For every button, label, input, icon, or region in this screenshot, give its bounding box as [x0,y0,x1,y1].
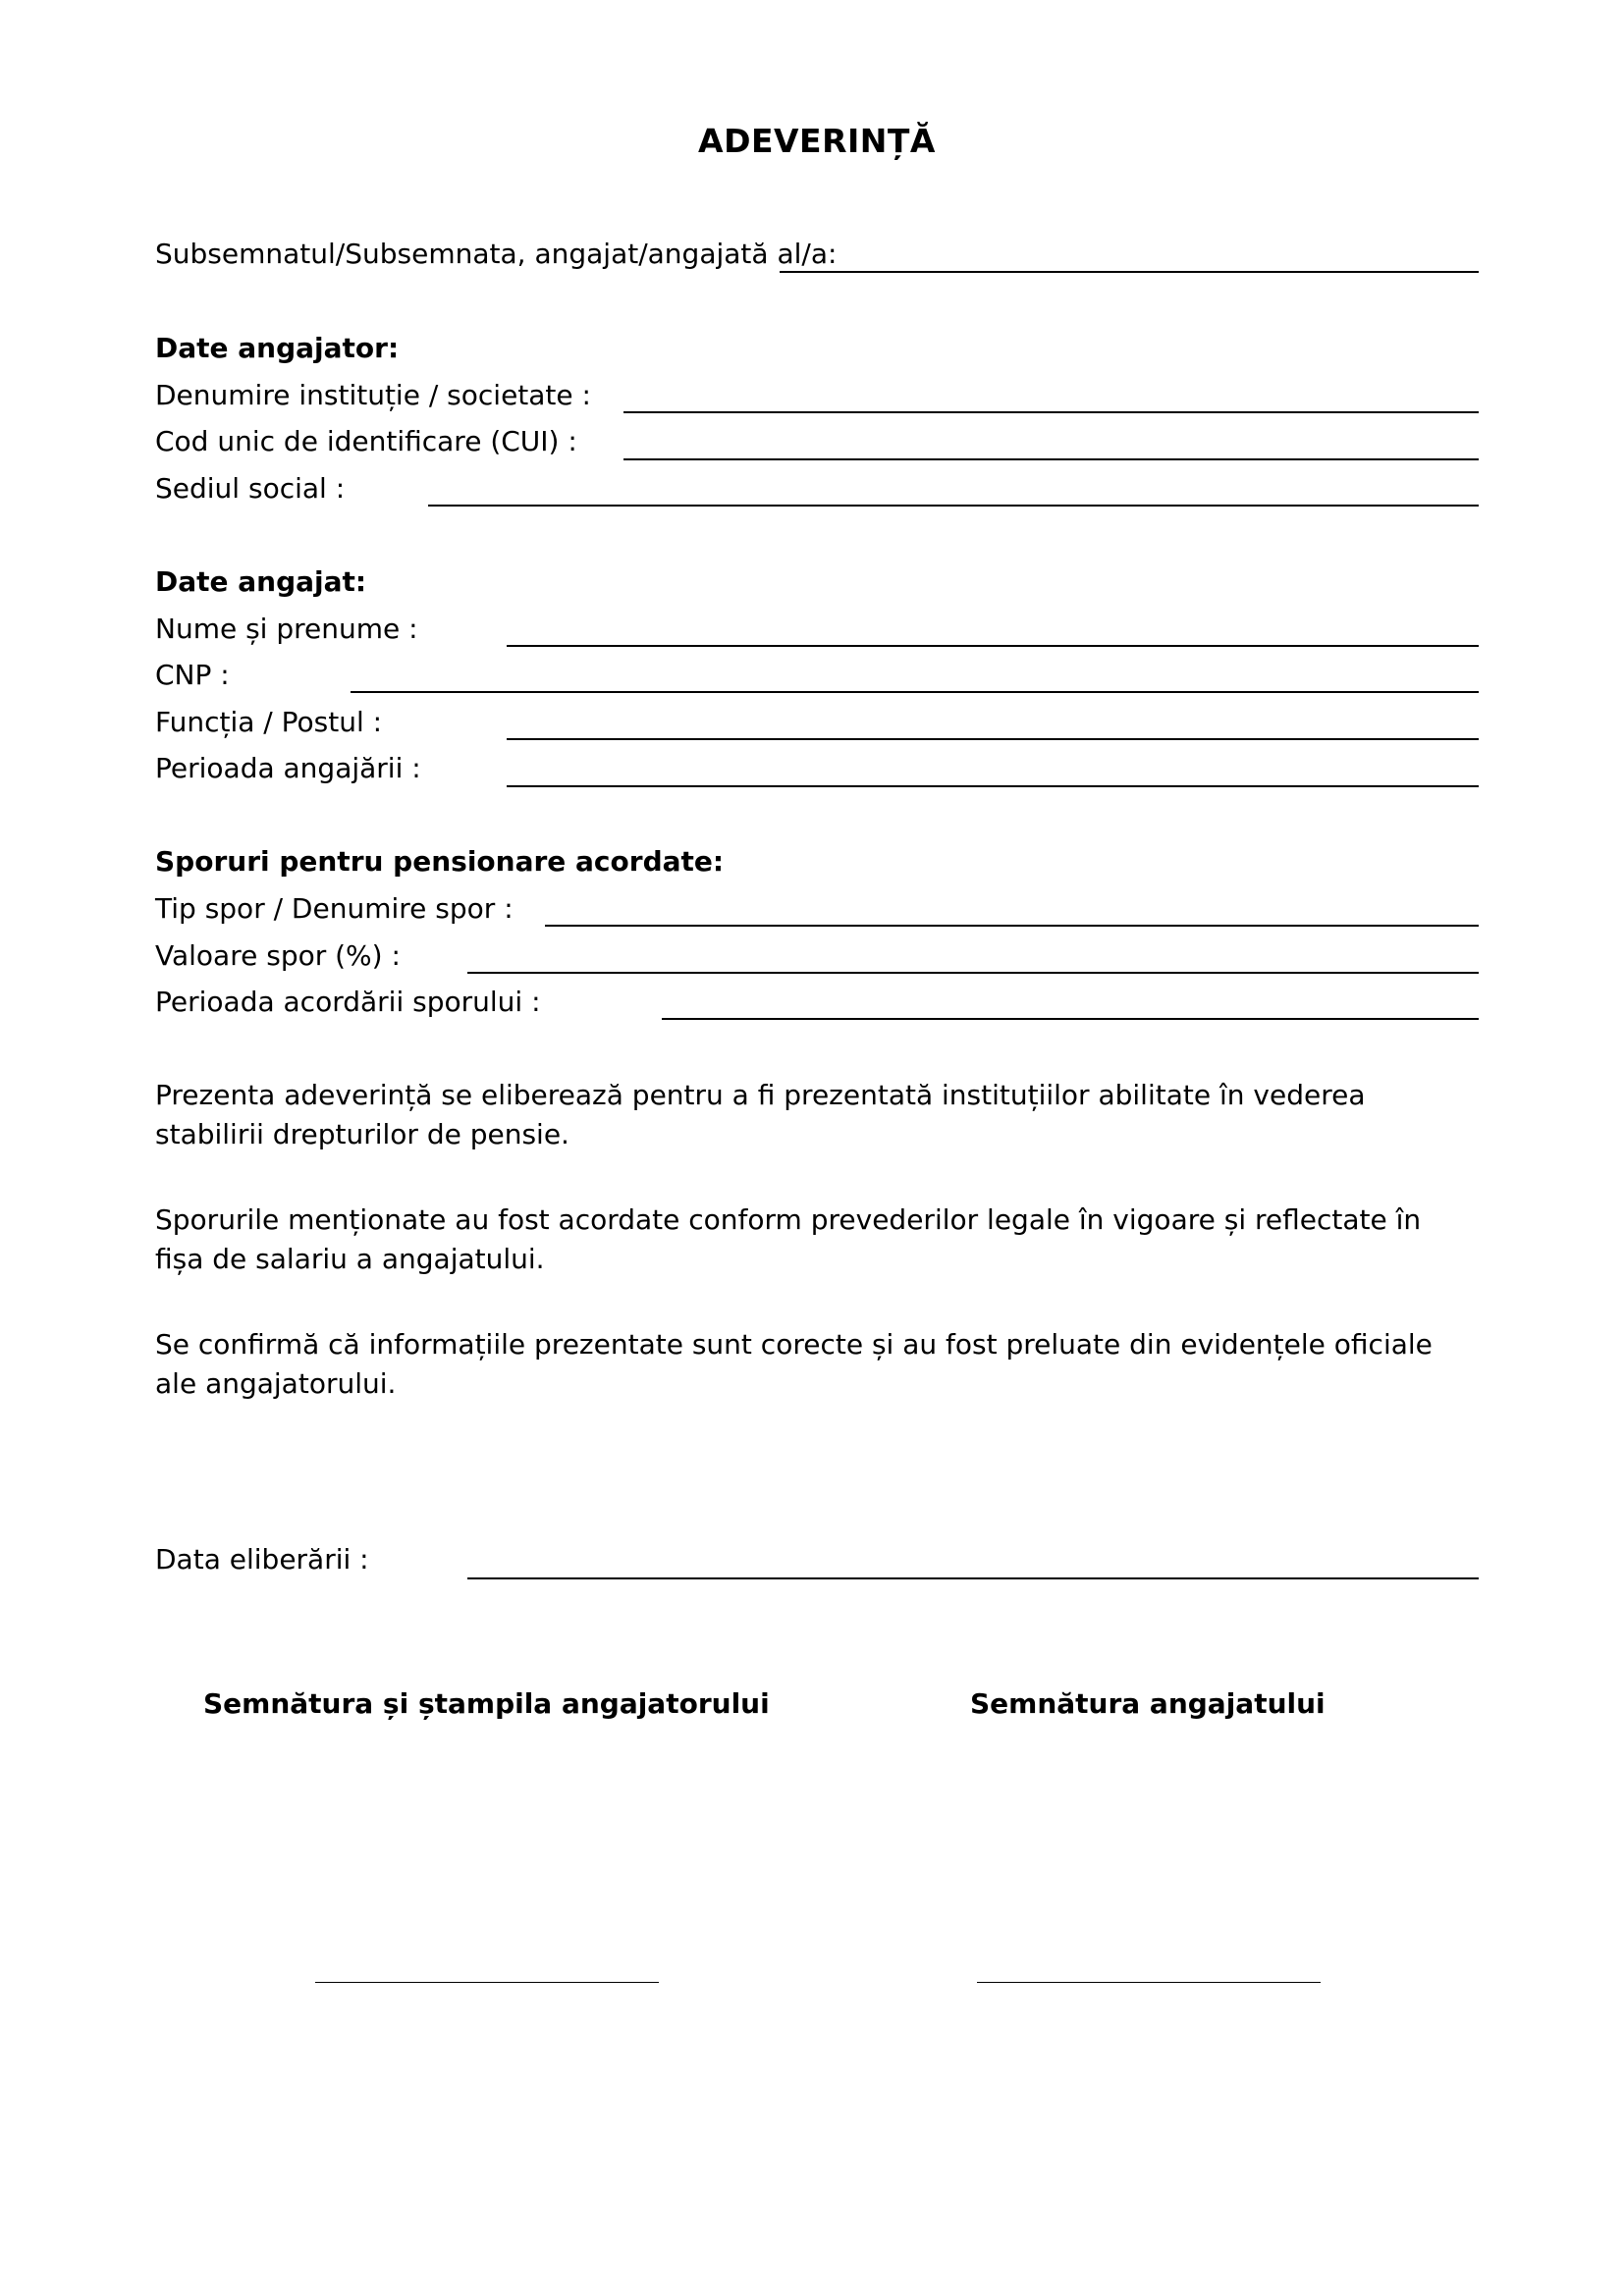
paragraph-purpose-line-1: Prezenta adeverință se eliberează pentru a fi prezentată instituțiilor abilitate în vederea [155,1079,1366,1111]
paragraph-purpose [155,1076,1490,1154]
employee-name-label: Nume și prenume : [155,613,418,645]
issue-date-label: Data eliberării : [155,1543,369,1575]
employer-signature-label: Semnătura și ștampila angajatorului [203,1687,770,1720]
employee-cnp-label: CNP : [155,659,230,691]
paragraph-confirmation-line-2: ale angajatorului. [155,1367,397,1400]
employee-cnp-fill-line[interactable] [351,691,1479,693]
employee-signature-label: Semnătura angajatului [970,1687,1326,1720]
issue-date-fill-line[interactable] [467,1577,1479,1579]
employee-signature-line[interactable] [977,1982,1321,1983]
paragraph-confirmation [155,1325,1490,1404]
employer-cui-fill-line[interactable] [623,458,1479,460]
employee-position-fill-line[interactable] [507,738,1479,740]
intro-fill-line[interactable] [780,271,1479,273]
employer-signature-line[interactable] [315,1982,659,1983]
employer-section-heading: Date angajator: [155,332,400,364]
bonus-type-label: Tip spor / Denumire spor : [155,892,514,925]
paragraph-confirmation-line-1: Se confirmă că informațiile prezentate sunt corecte și au fost preluate din evidențele oficiale [155,1328,1433,1361]
bonus-value-label: Valoare spor (%) : [155,939,401,972]
paragraph-legal-line-2: fișa de salariu a angajatului. [155,1243,545,1275]
employee-period-fill-line[interactable] [507,785,1479,787]
employer-cui-label: Cod unic de identificare (CUI) : [155,425,577,457]
paragraph-legal [155,1201,1490,1279]
employee-name-fill-line[interactable] [507,645,1479,647]
employer-name-fill-line[interactable] [623,411,1479,413]
employer-name-label: Denumire instituție / societate : [155,379,591,411]
bonus-value-fill-line[interactable] [467,972,1479,974]
employer-address-label: Sediul social : [155,472,346,505]
employee-position-label: Funcția / Postul : [155,706,383,738]
bonus-type-fill-line[interactable] [545,925,1479,927]
bonus-period-label: Perioada acordării sporului : [155,986,541,1018]
bonus-period-fill-line[interactable] [662,1018,1479,1020]
paragraph-purpose-line-2: stabilirii drepturilor de pensie. [155,1118,569,1150]
intro-label: Subsemnatul/Subsemnata, angajat/angajată al/a: [155,238,838,270]
paragraph-legal-line-1: Sporurile menționate au fost acordate conform prevederilor legale în vigoare și reflectate în [155,1203,1422,1236]
document-title: ADEVERINȚĂ [698,122,936,160]
employer-address-fill-line[interactable] [428,505,1479,507]
bonus-section-heading: Sporuri pentru pensionare acordate: [155,845,725,878]
employee-section-heading: Date angajat: [155,565,367,598]
employee-period-label: Perioada angajării : [155,752,421,784]
